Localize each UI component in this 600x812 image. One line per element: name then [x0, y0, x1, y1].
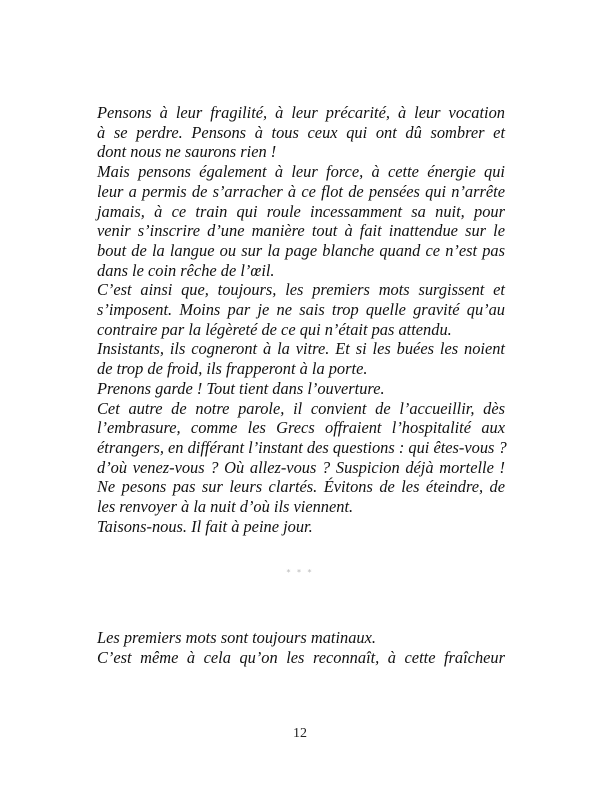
body-text-section-2	[97, 628, 505, 667]
text-line: jamais, à ce train qui roule incessamment sa nuit, pour	[97, 201, 505, 221]
text-line: s’imposent. Moins par je ne sais trop quelle gravité qu’au	[97, 300, 505, 320]
text-line: C’est même à cela qu’on les reconnaît, à cette fraîcheur	[97, 647, 505, 667]
text-line: Ne pesons pas sur leurs clartés. Évitons de les éteindre, de	[97, 477, 505, 497]
text-line: Taisons-nous. Il fait à peine jour.	[97, 516, 313, 536]
text-line: C’est ainsi que, toujours, les premiers mots surgissent et	[97, 280, 505, 300]
text-line: Cet autre de notre parole, il convient de l’accueillir, dès	[97, 398, 505, 418]
text-line: l’embrasure, comme les Grecs offraient l’hospitalité aux	[97, 418, 505, 438]
text-line: Prenons garde ! Tout tient dans l’ouverture.	[97, 378, 385, 398]
text-line: Mais pensons également à leur force, à cette énergie qui	[97, 162, 505, 182]
text-line: Insistants, ils cogneront à la vitre. Et si les buées les noient	[97, 339, 505, 359]
text-line: étrangers, en différant l’instant des questions : qui êtes-vous ?	[97, 437, 507, 457]
text-line: contraire par la légèreté de ce qui n’était pas attendu.	[97, 319, 452, 339]
text-line: d’où venez-vous ? Où allez-vous ? Suspicion déjà mortelle !	[97, 457, 505, 477]
page-number: 12	[293, 726, 307, 741]
text-line: les renvoyer à la nuit d’où ils viennent.	[97, 497, 354, 517]
section-separator: * * *	[286, 568, 314, 577]
text-line: leur a permis de s’arracher à ce flot de pensées qui n’arrête	[97, 181, 505, 201]
text-line: à se perdre. Pensons à tous ceux qui ont dû sombrer et	[97, 122, 505, 142]
text-line: Pensons à leur fragilité, à leur précarité, à leur vocation	[97, 103, 505, 122]
text-line: venir s’inscrire d’une manière tout à fait inattendue sur le	[97, 221, 505, 241]
body-text-section-1	[97, 103, 505, 536]
text-line: dont nous ne saurons rien !	[97, 142, 277, 162]
text-line: bout de la langue ou sur la page blanche quand ce n’est pas	[97, 240, 505, 260]
text-line: de trop de froid, ils frapperont à la porte.	[97, 359, 368, 379]
text-line: dans le coin rêche de l’œil.	[97, 260, 275, 280]
text-line: Les premiers mots sont toujours matinaux.	[97, 628, 376, 647]
